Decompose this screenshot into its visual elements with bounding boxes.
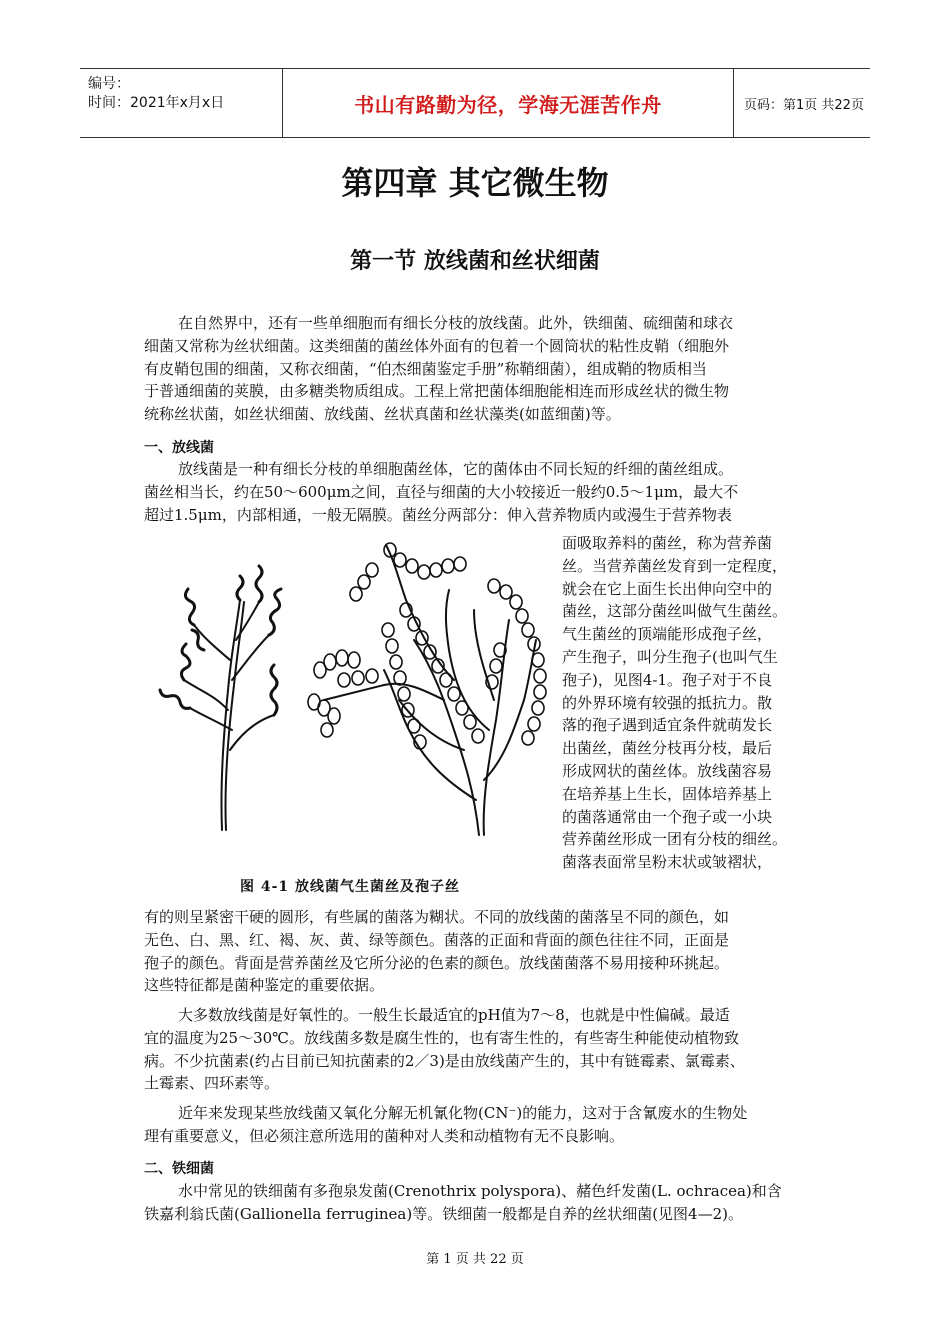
text-line: 细菌又常称为丝状细菌。这类细菌的菌丝体外面有的包着一个圆筒状的粘性皮鞘（细胞外 xyxy=(144,336,730,355)
text-line: 落的孢子遇到适宜条件就萌发长 xyxy=(562,716,773,735)
section-title: 第一节 放线菌和丝状细菌 xyxy=(350,249,600,274)
text-line: 超过1.5μm，内部相通，一般无隔膜。菌丝分两部分：伸入营养物质内或漫生于营养物表 xyxy=(144,505,732,524)
text-line: 丝。当营养菌丝发育到一定程度， xyxy=(562,556,788,575)
text-line: 近年来发现某些放线菌又氧化分解无机氰化物(CN⁻)的能力，这对于含氰废水的生物处 xyxy=(178,1104,748,1122)
text-line: 铁嘉利翁氏菌(Gallionella ferruginea)等。铁细菌一般都是自养的丝状细菌(见图4—2)。 xyxy=(144,1204,743,1223)
text-line: 这些特征都是菌种鉴定的重要依据。 xyxy=(144,976,385,995)
text-line: 在自然界中，还有一些单细胞而有细长分枝的放线菌。此外，铁细菌、硫细菌和球衣 xyxy=(178,314,734,332)
text-line: 面吸取养料的菌丝，称为营养菌 xyxy=(562,534,773,552)
text-line: 土霉素、四环素等。 xyxy=(144,1074,280,1093)
text-line: 营养菌丝形成一团有分枝的细丝。 xyxy=(562,830,788,849)
text-line: 病。不少抗菌素(约占目前已知抗菌素的2／3)是由放线菌产生的，其中有链霉素、氯霉素、 xyxy=(144,1051,745,1070)
actinomycetes-paragraph-3 xyxy=(144,1102,810,1148)
document-header xyxy=(80,68,870,138)
text-line: 宜的温度为25～30℃。放线菌多数是腐生性的，也有寄生性的，有些寄生种能使动植物致 xyxy=(144,1028,739,1047)
text-line: 出菌丝，菌丝分枝再分枝，最后 xyxy=(562,739,773,758)
time-label: 时间：2021年x月x日 xyxy=(88,95,225,111)
actinomycetes-paragraph-1-cont xyxy=(144,906,810,997)
actinomycetes-paragraph-2 xyxy=(144,1004,810,1095)
header-page-info: 页码：第1页 共22页 xyxy=(744,97,864,113)
text-line: 在培养基上生长，固体培养基上 xyxy=(562,784,773,803)
text-line: 大多数放线菌是好氧性的。一般生长最适宜的pH值为7～8，也就是中性偏碱。最适 xyxy=(178,1006,730,1024)
text-line: 就会在它上面生长出伸向空中的 xyxy=(562,579,773,598)
text-line: 孢子的颜色。背面是营养菌丝及它所分泌的色素的颜色。放线菌菌落不易用接种环挑起。 xyxy=(144,953,730,972)
text-line: 菌丝，这部分菌丝叫做气生菌丝。 xyxy=(562,602,788,621)
text-line: 有皮鞘包围的细菌，又称衣细菌，“伯杰细菌鉴定手册”称鞘细菌），组成鞘的物质相当 xyxy=(144,359,707,378)
text-line: 统称丝状菌，如丝状细菌、放线菌、丝状真菌和丝状藻类(如蓝细菌)等。 xyxy=(144,405,621,424)
text-line: 放线菌是一种有细长分枝的单细胞菌丝体，它的菌体由不同长短的纤细的菌丝组成。 xyxy=(178,460,734,478)
text-line: 菌丝相当长，约在50～600μm之间，直径与细菌的大小较接近一般约0.5～1μm，最大不 xyxy=(144,482,739,501)
text-line: 于普通细菌的荚膜，由多糖类物质组成。工程上常把菌体细胞能相连而形成丝状的微生物 xyxy=(144,382,730,401)
hyphae-illustration xyxy=(144,530,552,870)
section-heading-actinomycetes: 一、放线菌 xyxy=(144,440,214,456)
text-line: 水中常见的铁细菌有多孢泉发菌(Crenothrix polyspora)、赭色纤发菌(L. ochracea)和含 xyxy=(178,1182,782,1200)
header-meta xyxy=(80,69,282,137)
text-line: 的菌落通常由一个孢子或一小块 xyxy=(562,807,773,826)
text-line: 理有重要意义，但必须注意所选用的菌种对人类和动植物有无不良影响。 xyxy=(144,1126,625,1145)
iron-bacteria-paragraph xyxy=(144,1180,810,1226)
text-line: 产生孢子，叫分生孢子(也叫气生 xyxy=(562,647,778,666)
text-line: 有的则呈紧密干硬的圆形，有些属的菌落为糊状。不同的放线菌的菌落呈不同的颜色，如 xyxy=(144,908,730,926)
figure-4-1-caption: 图 4-1 放线菌气生菌丝及孢子丝 xyxy=(240,879,461,895)
text-line: 气生菌丝的顶端能形成孢子丝， xyxy=(562,625,773,644)
text-line: 菌落表面常呈粉末状或皱褶状， xyxy=(562,853,773,872)
chapter-title: 第四章 其它微生物 xyxy=(341,164,609,202)
intro-paragraph xyxy=(144,312,810,426)
actinomycetes-paragraph-1-wrap xyxy=(562,532,816,874)
figure-4-1-actinomycete-hyphae xyxy=(144,530,552,900)
number-label: 编号： xyxy=(88,76,130,92)
page-footer: 第 1 页 共 22 页 xyxy=(426,1252,524,1267)
text-line: 的外界环境有较强的抵抗力。散 xyxy=(562,693,773,712)
text-line: 无色、白、黑、红、褐、灰、黄、绿等颜色。菌落的正面和背面的颜色往往不同，正面是 xyxy=(144,930,730,949)
actinomycetes-paragraph-1 xyxy=(144,458,810,526)
section-heading-iron-bacteria: 二、铁细菌 xyxy=(144,1161,214,1177)
text-line: 孢子)，见图4-1。孢子对于不良 xyxy=(562,670,773,689)
header-motto: 书山有路勤为径，学海无涯苦作舟 xyxy=(282,69,734,137)
text-line: 形成网状的菌丝体。放线菌容易 xyxy=(562,761,773,780)
